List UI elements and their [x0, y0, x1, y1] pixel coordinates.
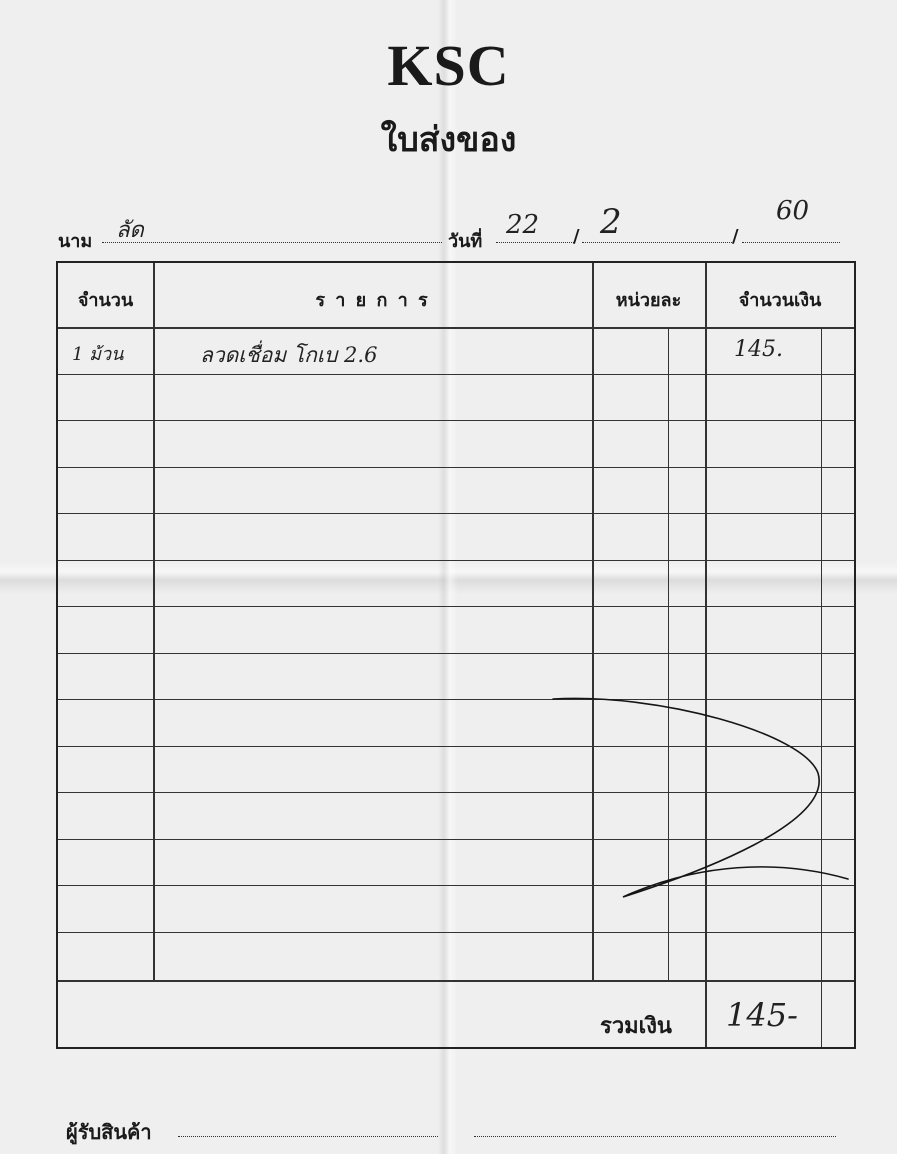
header-amount: จำนวนเงิน [738, 290, 822, 311]
strike-scribble [58, 263, 858, 1051]
receiver-signature-line [178, 1136, 438, 1137]
items-table [56, 261, 856, 1049]
company-name: KSC [387, 33, 510, 98]
total-label: รวมเงิน [600, 1013, 672, 1039]
receiver-date-line [474, 1136, 836, 1137]
date-month: 2 [600, 202, 622, 242]
date-year: 60 [776, 196, 810, 226]
date-month-line [582, 242, 732, 243]
date-separator: / [732, 226, 739, 247]
row-1-quantity: 1 ม้วน [72, 344, 124, 365]
date-separator: / [573, 226, 580, 247]
document-title: ใบส่งของ [380, 120, 517, 160]
name-line [102, 242, 442, 243]
date-year-line [742, 242, 840, 243]
header-item: ร า ย ก า ร [315, 290, 430, 311]
row-1-item: ลวดเชื่อม โกเบ 2.6 [200, 343, 378, 367]
row-1-amount: 145. [734, 337, 783, 362]
name-label: นาม [58, 231, 93, 252]
date-day: 22 [506, 210, 540, 240]
header-quantity: จำนวน [77, 290, 134, 311]
receiver-label: ผู้รับสินค้า [66, 1120, 152, 1144]
header-unit-price: หน่วยละ [615, 290, 682, 311]
total-value: 145- [726, 996, 798, 1034]
date-day-line [496, 242, 574, 243]
date-label: วันที่ [448, 231, 483, 252]
name-value: ลัด [116, 218, 144, 243]
